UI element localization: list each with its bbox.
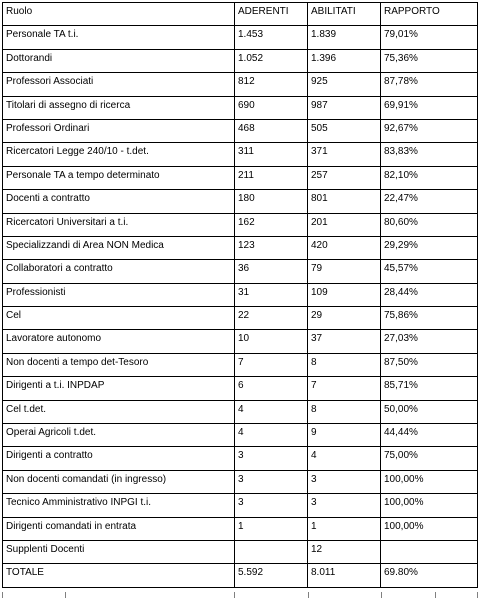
table-row [3,260,478,283]
cell-text: 162 [238,216,255,228]
table-row [3,400,478,423]
cell-rapporto [381,143,478,166]
cell-text: Dirigenti comandati in entrata [6,520,137,532]
cell-text: 22,47% [384,193,418,205]
cell-abilitati [308,307,381,330]
cell-ruolo [3,447,235,470]
cell-ruolo [3,424,235,447]
cell-aderenti [235,400,308,423]
cell-ruolo [3,213,235,236]
cell-aderenti [235,260,308,283]
cell-text: 4 [311,450,317,462]
cell-aderenti [235,447,308,470]
cell-text: 75,00% [384,450,418,462]
cell-text: Personale TA t.i. [6,29,79,41]
cell-aderenti [235,213,308,236]
cell-text: 45,57% [384,263,418,275]
table-row [3,190,478,213]
table-row [3,447,478,470]
table-row [3,143,478,166]
cell-abilitati [308,283,381,306]
cell-text: 925 [311,76,328,88]
cell-rapporto [381,73,478,96]
cell-text: Ricercatori Legge 240/10 - t.det. [6,146,149,158]
header-cell-rapporto [381,3,478,26]
cell-rapporto [381,307,478,330]
cell-aderenti [235,283,308,306]
cell-rapporto [381,540,478,563]
cell-text: 211 [238,169,254,181]
table-row [3,96,478,119]
cell-abilitati [308,494,381,517]
table-row [3,494,478,517]
cell-aderenti [235,119,308,142]
cell-ruolo [3,26,235,49]
cell-text: 1 [238,520,244,532]
cell-text: 69.80% [384,567,418,579]
table-row [3,377,478,400]
cell-abilitati [308,96,381,119]
cell-abilitati [308,49,381,72]
table-row [3,307,478,330]
cell-text: 44,44% [384,427,418,439]
table-row [3,213,478,236]
cell-text: 79,01% [384,29,418,41]
cell-ruolo [3,119,235,142]
cell-abilitati [308,353,381,376]
cell-abilitati [308,213,381,236]
cell-text: 3 [238,497,244,509]
cell-text: Professori Associati [6,76,94,88]
cell-abilitati [308,540,381,563]
cell-text: 812 [238,76,255,88]
cell-rapporto [381,377,478,400]
cell-aderenti [235,96,308,119]
cell-text: 80,60% [384,216,418,228]
cell-text: 37 [311,333,323,345]
cell-rapporto [381,400,478,423]
cell-rapporto [381,494,478,517]
cell-aderenti [235,143,308,166]
cell-abilitati [308,377,381,400]
table-row [3,540,478,563]
cell-ruolo [3,190,235,213]
cell-rapporto [381,26,478,49]
cell-text: Supplenti Docenti [6,543,85,555]
cell-aderenti [235,73,308,96]
cell-text: 1.052 [238,52,264,64]
cell-text: 371 [311,146,328,158]
cell-text: 92,67% [384,122,418,134]
cell-abilitati [308,260,381,283]
cell-abilitati [308,119,381,142]
cell-aderenti [235,190,308,213]
cell-text: Dottorandi [6,52,53,64]
cell-text: 7 [311,380,317,392]
cell-text: 50,00% [384,403,418,415]
cell-text: Specializzandi di Area NON Medica [6,239,164,251]
cell-text: 85,71% [384,380,418,392]
cell-text: 4 [238,403,244,415]
cell-aderenti [235,26,308,49]
cell-text: 22 [238,310,250,322]
cell-text: 1.453 [238,29,264,41]
cell-text: 8 [311,356,317,368]
cell-ruolo [3,353,235,376]
cell-text: 7 [238,356,244,368]
cell-text: Dirigenti a t.i. INPDAP [6,380,105,392]
cell-text: 420 [311,239,328,251]
cell-text: Non docenti a tempo det-Tesoro [6,356,149,368]
cell-text: Personale TA a tempo determinato [6,169,160,181]
cell-text: 36 [238,263,250,275]
cell-ruolo [3,330,235,353]
cell-rapporto [381,283,478,306]
cell-text: 257 [311,169,328,181]
cell-aderenti [235,49,308,72]
cell-abilitati [308,330,381,353]
cell-text: 1 [311,520,317,532]
cell-abilitati [308,424,381,447]
cell-text: 3 [311,473,317,485]
cell-text: Professionisti [6,286,66,298]
cell-ruolo [3,49,235,72]
header-label: ABILITATI [311,6,356,17]
cell-text: 468 [238,122,255,134]
cell-aderenti [235,353,308,376]
adherence-table [2,2,478,588]
table-row [3,73,478,96]
cell-text: 27,03% [384,333,418,345]
cell-abilitati [308,517,381,540]
cell-rapporto [381,49,478,72]
cell-text: Docenti a contratto [6,193,90,205]
cell-rapporto [381,260,478,283]
cell-abilitati [308,166,381,189]
table-row [3,119,478,142]
cell-text: 8.011 [311,567,336,579]
cell-abilitati [308,143,381,166]
total-label-cell [3,564,235,587]
cell-abilitati [308,400,381,423]
header-cell-aderenti [235,3,308,26]
header-label: RAPPORTO [384,6,440,17]
cell-text: Titolari di assegno di ricerca [6,99,131,111]
table-row [3,330,478,353]
cell-text: Non docenti comandati (in ingresso) [6,473,167,485]
cell-ruolo [3,236,235,259]
cell-rapporto [381,119,478,142]
header-label: ADERENTI [238,6,289,17]
cell-text: 180 [238,193,255,205]
cell-text: 87,50% [384,356,418,368]
header-row [3,3,478,26]
cell-ruolo [3,96,235,119]
table-row [3,424,478,447]
cell-ruolo [3,143,235,166]
cell-aderenti [235,236,308,259]
cell-text: 29,29% [384,239,418,251]
cell-abilitati [308,447,381,470]
cell-text: 3 [238,450,244,462]
cell-rapporto [381,190,478,213]
table-row [3,353,478,376]
cell-rapporto [381,213,478,236]
cell-aderenti [235,494,308,517]
cell-ruolo [3,307,235,330]
cell-text: Ricercatori Universitari a t.i. [6,216,129,228]
cell-text: 987 [311,99,328,111]
cell-ruolo [3,540,235,563]
cell-rapporto [381,236,478,259]
cell-aderenti [235,540,308,563]
table-body [3,3,478,588]
table-row [3,517,478,540]
cell-text: 201 [311,216,328,228]
cell-rapporto [381,166,478,189]
cell-text: 801 [311,193,328,205]
table-row [3,236,478,259]
cell-text: 3 [311,497,317,509]
next-row-border-fragments [2,592,478,598]
cell-aderenti [235,470,308,493]
total-abilitati-cell [308,564,381,587]
cell-aderenti [235,424,308,447]
cell-abilitati [308,73,381,96]
cell-text: Lavoratore autonomo [6,333,102,345]
cell-text: 83,83% [384,146,418,158]
total-aderenti-cell [235,564,308,587]
total-row [3,564,478,587]
cell-text: 87,78% [384,76,418,88]
cell-ruolo [3,517,235,540]
cell-text: 109 [311,286,328,298]
cell-rapporto [381,330,478,353]
cell-text: 6 [238,380,244,392]
cell-text: 82,10% [384,169,418,181]
cell-ruolo [3,494,235,517]
cell-text: Collaboratori a contratto [6,263,113,275]
cell-aderenti [235,377,308,400]
cell-ruolo [3,470,235,493]
cell-aderenti [235,517,308,540]
cell-aderenti [235,307,308,330]
table-row [3,283,478,306]
cell-text: 8 [311,403,317,415]
cell-text: 75,36% [384,52,418,64]
header-cell-ruolo [3,3,235,26]
cell-text: Tecnico Amministrativo INPGI t.i. [6,497,152,509]
cell-text: Cel [6,310,22,322]
cell-text: 1.839 [311,29,337,41]
cell-text: 79 [311,263,323,275]
cell-text: Professori Ordinari [6,122,90,134]
cell-rapporto [381,470,478,493]
cell-text: 9 [311,427,317,439]
cell-ruolo [3,283,235,306]
cell-ruolo [3,377,235,400]
cell-text: 28,44% [384,286,418,298]
cell-text: 75,86% [384,310,418,322]
cell-abilitati [308,190,381,213]
cell-text: 10 [238,333,250,345]
cell-ruolo [3,400,235,423]
cell-abilitati [308,470,381,493]
table-row [3,470,478,493]
cell-text: 5.592 [238,567,264,579]
header-cell-abilitati [308,3,381,26]
cell-text: 3 [238,473,244,485]
total-rapporto-cell [381,564,478,587]
cell-text: 123 [238,239,255,251]
cell-text: TOTALE [6,567,44,579]
cell-text: 69,91% [384,99,418,111]
cell-text: 1.396 [311,52,337,64]
cell-text: 31 [238,286,250,298]
cell-text: 100,00% [384,520,424,532]
cell-text: Dirigenti a contratto [6,450,93,462]
cell-rapporto [381,96,478,119]
cell-rapporto [381,517,478,540]
cell-ruolo [3,166,235,189]
cell-text: 100,00% [384,473,424,485]
table-row [3,166,478,189]
cell-text: 505 [311,122,328,134]
table-row [3,49,478,72]
cell-rapporto [381,447,478,470]
cell-aderenti [235,166,308,189]
cell-text: 690 [238,99,255,111]
cell-ruolo [3,260,235,283]
cell-text: 12 [311,543,323,555]
cell-text: 100,00% [384,497,424,509]
table-row [3,26,478,49]
cell-ruolo [3,73,235,96]
cell-abilitati [308,26,381,49]
header-label: Ruolo [6,6,33,17]
cell-abilitati [308,236,381,259]
cell-text: 29 [311,310,323,322]
cell-aderenti [235,330,308,353]
cell-text: Cel t.det. [6,403,47,415]
cell-text: Operai Agricoli t.det. [6,427,97,439]
cell-rapporto [381,424,478,447]
cell-text: 311 [238,146,254,158]
cell-text: 4 [238,427,244,439]
cell-rapporto [381,353,478,376]
